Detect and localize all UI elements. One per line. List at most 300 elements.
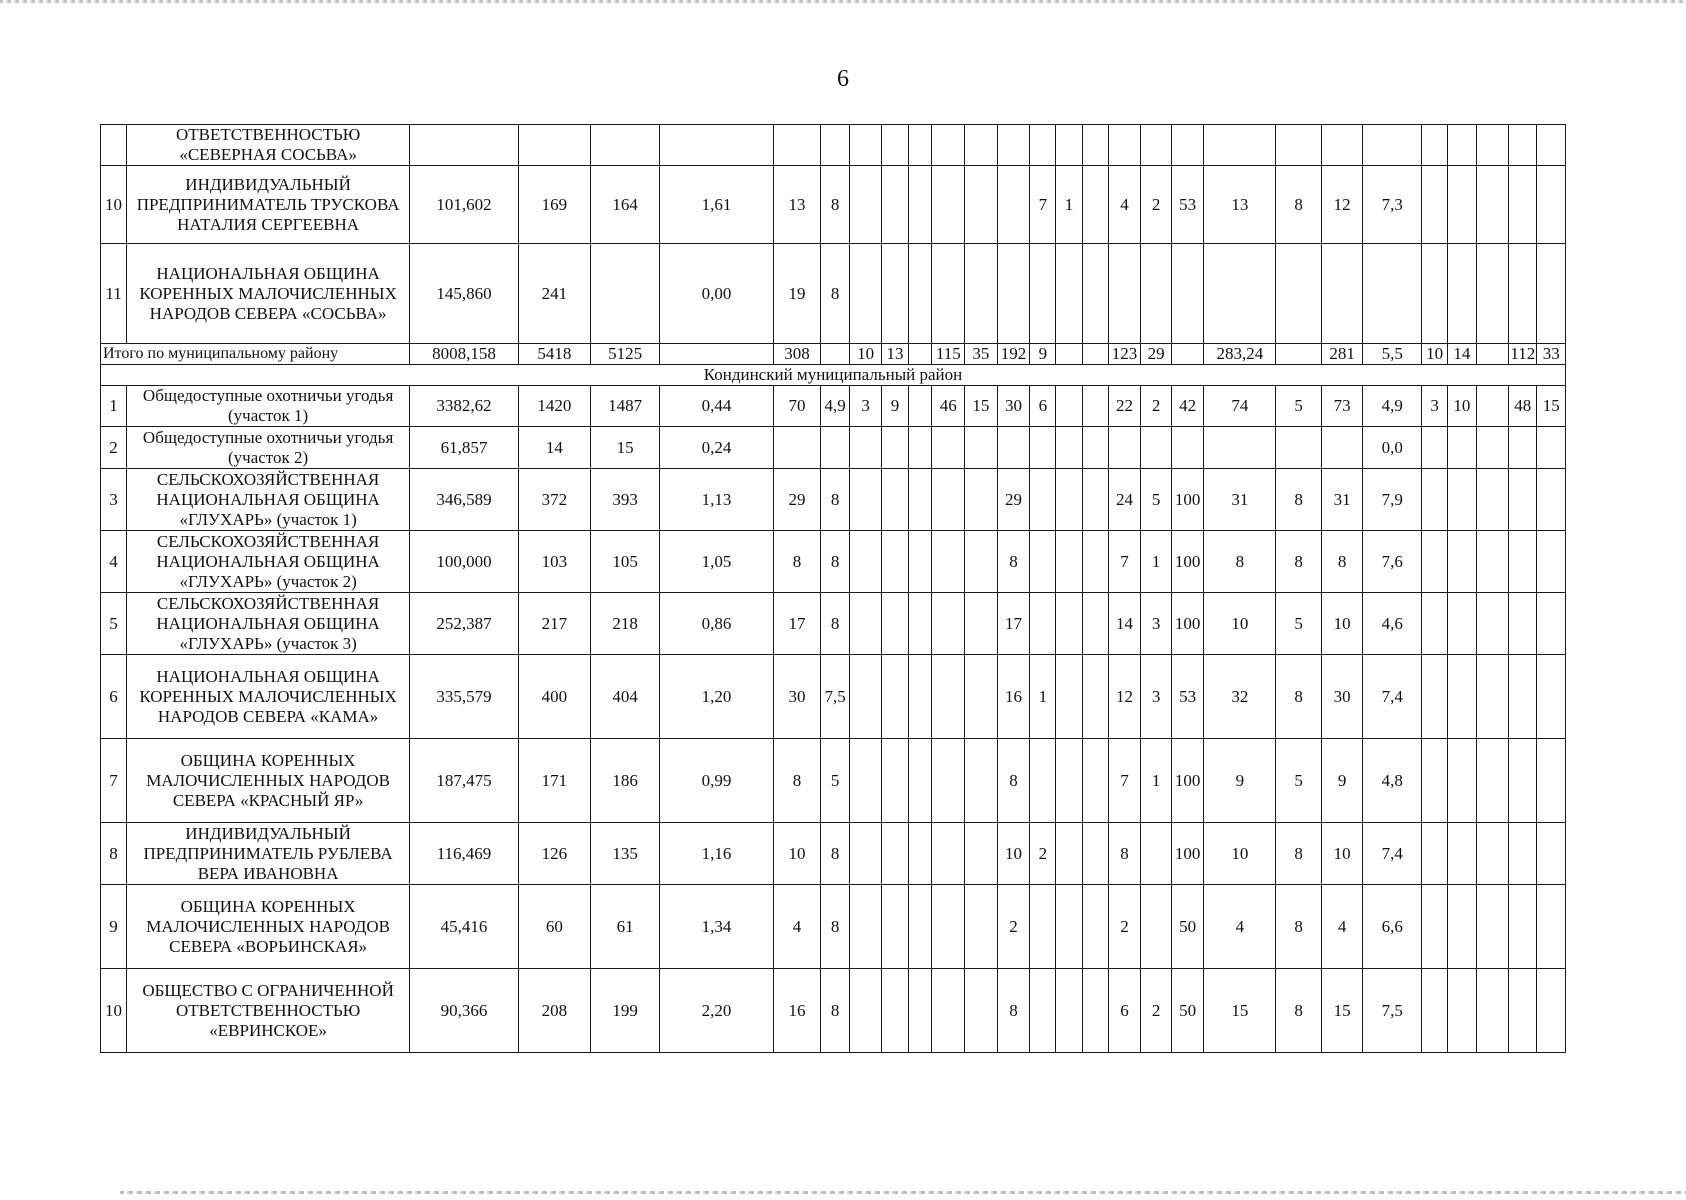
value-cell: 7: [1108, 739, 1141, 823]
value-cell: [849, 655, 882, 739]
value-cell: [1056, 885, 1082, 969]
org-name: ОБЩИНА КОРЕННЫХ МАЛОЧИСЛЕННЫХ НАРОДОВ СЕВЕРА «ВОРЬИНСКАЯ»: [127, 885, 410, 969]
value-cell: [882, 739, 908, 823]
value-cell: 17: [997, 593, 1030, 655]
value-cell: [1082, 244, 1108, 344]
total-value: 308: [773, 344, 821, 365]
value-cell: 61: [590, 885, 660, 969]
value-cell: [660, 125, 773, 166]
value-cell: 105: [590, 531, 660, 593]
table-row: [101, 125, 1566, 166]
value-cell: [932, 655, 965, 739]
row-number: 9: [101, 885, 127, 969]
value-cell: 1: [1056, 166, 1082, 244]
value-cell: [1476, 885, 1509, 969]
value-cell: [1476, 969, 1509, 1053]
value-cell: [908, 823, 932, 885]
value-cell: 8: [821, 244, 849, 344]
value-cell: [1056, 531, 1082, 593]
value-cell: 7,9: [1363, 469, 1422, 531]
value-cell: 7,5: [1363, 969, 1422, 1053]
value-cell: 29: [997, 469, 1030, 531]
value-cell: [1476, 655, 1509, 739]
value-cell: 2: [997, 885, 1030, 969]
value-cell: 4: [1204, 885, 1276, 969]
value-cell: [1056, 469, 1082, 531]
value-cell: [1509, 969, 1537, 1053]
value-cell: [1030, 739, 1056, 823]
value-cell: [1321, 244, 1362, 344]
value-cell: [965, 531, 998, 593]
total-label: Итого по муниципальному району: [101, 344, 410, 365]
table-row: [101, 469, 1566, 531]
value-cell: 2: [1141, 386, 1171, 427]
value-cell: [1509, 469, 1537, 531]
value-cell: [1422, 531, 1448, 593]
total-value: [1082, 344, 1108, 365]
value-cell: 7: [1030, 166, 1056, 244]
value-cell: [1476, 125, 1509, 166]
total-value: 29: [1141, 344, 1171, 365]
value-cell: 0,86: [660, 593, 773, 655]
value-cell: 15: [965, 386, 998, 427]
total-value: [1056, 344, 1082, 365]
value-cell: [908, 386, 932, 427]
row-number: 4: [101, 531, 127, 593]
value-cell: 100,000: [410, 531, 519, 593]
value-cell: 10: [1321, 823, 1362, 885]
value-cell: [882, 593, 908, 655]
row-number: [101, 125, 127, 166]
value-cell: [1422, 427, 1448, 469]
value-cell: [908, 593, 932, 655]
value-cell: [1082, 823, 1108, 885]
value-cell: 1,05: [660, 531, 773, 593]
value-cell: [1476, 244, 1509, 344]
value-cell: [1171, 427, 1204, 469]
row-number: 7: [101, 739, 127, 823]
value-cell: [1448, 885, 1476, 969]
value-cell: [997, 427, 1030, 469]
value-cell: 8: [773, 739, 821, 823]
value-cell: [1108, 125, 1141, 166]
value-cell: 5: [821, 739, 849, 823]
value-cell: 100: [1171, 823, 1204, 885]
value-cell: 10: [997, 823, 1030, 885]
value-cell: [1476, 166, 1509, 244]
value-cell: [1056, 244, 1082, 344]
value-cell: 135: [590, 823, 660, 885]
value-cell: [1204, 244, 1276, 344]
value-cell: 8: [821, 166, 849, 244]
value-cell: [1082, 739, 1108, 823]
value-cell: 8: [1276, 969, 1322, 1053]
value-cell: 4: [773, 885, 821, 969]
value-cell: [1276, 427, 1322, 469]
table-row: [101, 593, 1566, 655]
value-cell: 0,99: [660, 739, 773, 823]
table-row: [101, 427, 1566, 469]
value-cell: 2: [1030, 823, 1056, 885]
value-cell: [965, 739, 998, 823]
value-cell: 4,8: [1363, 739, 1422, 823]
value-cell: 10: [1204, 823, 1276, 885]
value-cell: [1509, 823, 1537, 885]
value-cell: [1030, 244, 1056, 344]
value-cell: [1448, 166, 1476, 244]
value-cell: [908, 166, 932, 244]
value-cell: [1476, 739, 1509, 823]
value-cell: [1448, 427, 1476, 469]
table-row: [101, 166, 1566, 244]
value-cell: 393: [590, 469, 660, 531]
value-cell: [882, 244, 908, 344]
value-cell: 2: [1141, 166, 1171, 244]
value-cell: [1082, 885, 1108, 969]
value-cell: 10: [773, 823, 821, 885]
value-cell: 9: [1321, 739, 1362, 823]
value-cell: [1448, 739, 1476, 823]
value-cell: 4: [1321, 885, 1362, 969]
value-cell: [1030, 969, 1056, 1053]
value-cell: 0,00: [660, 244, 773, 344]
value-cell: [1448, 593, 1476, 655]
table-row: [101, 386, 1566, 427]
value-cell: [965, 427, 998, 469]
value-cell: 4,9: [1363, 386, 1422, 427]
value-cell: [965, 593, 998, 655]
value-cell: 5: [1276, 739, 1322, 823]
value-cell: [1448, 823, 1476, 885]
value-cell: 346,589: [410, 469, 519, 531]
value-cell: [1204, 125, 1276, 166]
value-cell: 15: [590, 427, 660, 469]
value-cell: 15: [1537, 386, 1566, 427]
value-cell: [1509, 531, 1537, 593]
value-cell: [1448, 244, 1476, 344]
table-row: [101, 739, 1566, 823]
value-cell: [1056, 386, 1082, 427]
value-cell: [1141, 823, 1171, 885]
value-cell: 10: [1448, 386, 1476, 427]
org-name: НАЦИОНАЛЬНАЯ ОБЩИНА КОРЕННЫХ МАЛОЧИСЛЕННЫХ НАРОДОВ СЕВЕРА «КАМА»: [127, 655, 410, 739]
value-cell: [965, 969, 998, 1053]
value-cell: [932, 823, 965, 885]
org-name: ИНДИВИДУАЛЬНЫЙ ПРЕДПРИНИМАТЕЛЬ РУБЛЕВА ВЕРА ИВАНОВНА: [127, 823, 410, 885]
value-cell: [965, 469, 998, 531]
value-cell: 103: [518, 531, 590, 593]
value-cell: [908, 244, 932, 344]
org-name: ОБЩИНА КОРЕННЫХ МАЛОЧИСЛЕННЫХ НАРОДОВ СЕВЕРА «КРАСНЫЙ ЯР»: [127, 739, 410, 823]
value-cell: [849, 166, 882, 244]
total-value: 281: [1321, 344, 1362, 365]
value-cell: [932, 531, 965, 593]
value-cell: 8: [1276, 469, 1322, 531]
value-cell: 30: [773, 655, 821, 739]
value-cell: 1,34: [660, 885, 773, 969]
value-cell: 5: [1276, 593, 1322, 655]
value-cell: 0,44: [660, 386, 773, 427]
value-cell: 7,5: [821, 655, 849, 739]
value-cell: [1082, 469, 1108, 531]
value-cell: [882, 469, 908, 531]
row-number: 1: [101, 386, 127, 427]
value-cell: 5: [1141, 469, 1171, 531]
value-cell: 7,6: [1363, 531, 1422, 593]
value-cell: [1476, 427, 1509, 469]
value-cell: [1422, 969, 1448, 1053]
total-value: 14: [1448, 344, 1476, 365]
value-cell: [1509, 593, 1537, 655]
total-value: [1276, 344, 1322, 365]
value-cell: [932, 885, 965, 969]
value-cell: 1: [1030, 655, 1056, 739]
value-cell: [965, 244, 998, 344]
value-cell: [908, 531, 932, 593]
value-cell: [1476, 531, 1509, 593]
total-value: 10: [849, 344, 882, 365]
value-cell: 8: [1276, 166, 1322, 244]
total-value: 283,24: [1204, 344, 1276, 365]
value-cell: [932, 166, 965, 244]
value-cell: [932, 969, 965, 1053]
value-cell: [1509, 125, 1537, 166]
value-cell: [1448, 469, 1476, 531]
value-cell: [908, 655, 932, 739]
value-cell: 100: [1171, 593, 1204, 655]
value-cell: [908, 739, 932, 823]
value-cell: [1448, 969, 1476, 1053]
value-cell: [849, 427, 882, 469]
value-cell: [849, 244, 882, 344]
value-cell: [1509, 166, 1537, 244]
value-cell: 53: [1171, 166, 1204, 244]
total-value: 35: [965, 344, 998, 365]
value-cell: [1476, 823, 1509, 885]
total-value: [821, 344, 849, 365]
value-cell: [882, 823, 908, 885]
value-cell: 1,13: [660, 469, 773, 531]
value-cell: 7,3: [1363, 166, 1422, 244]
value-cell: 208: [518, 969, 590, 1053]
value-cell: 22: [1108, 386, 1141, 427]
value-cell: [849, 531, 882, 593]
value-cell: 50: [1171, 885, 1204, 969]
value-cell: 199: [590, 969, 660, 1053]
value-cell: 74: [1204, 386, 1276, 427]
value-cell: 100: [1171, 531, 1204, 593]
value-cell: [1509, 885, 1537, 969]
value-cell: 7,4: [1363, 655, 1422, 739]
value-cell: [1030, 469, 1056, 531]
value-cell: 53: [1171, 655, 1204, 739]
value-cell: [849, 823, 882, 885]
value-cell: 1487: [590, 386, 660, 427]
value-cell: 126: [518, 823, 590, 885]
district-header-row: [101, 365, 1566, 386]
value-cell: [773, 125, 821, 166]
value-cell: 17: [773, 593, 821, 655]
total-value: 123: [1108, 344, 1141, 365]
value-cell: [1476, 386, 1509, 427]
value-cell: [932, 469, 965, 531]
value-cell: 29: [773, 469, 821, 531]
value-cell: [1108, 427, 1141, 469]
value-cell: [1056, 427, 1082, 469]
value-cell: 171: [518, 739, 590, 823]
value-cell: 3: [849, 386, 882, 427]
value-cell: 2: [1108, 885, 1141, 969]
value-cell: [882, 427, 908, 469]
value-cell: [1171, 125, 1204, 166]
value-cell: 4,9: [821, 386, 849, 427]
value-cell: [1537, 823, 1566, 885]
value-cell: [882, 655, 908, 739]
value-cell: [965, 166, 998, 244]
value-cell: 73: [1321, 386, 1362, 427]
value-cell: 42: [1171, 386, 1204, 427]
value-cell: [1537, 166, 1566, 244]
value-cell: 2: [1141, 969, 1171, 1053]
total-value: 9: [1030, 344, 1056, 365]
value-cell: [908, 427, 932, 469]
value-cell: 3: [1141, 655, 1171, 739]
value-cell: [1476, 593, 1509, 655]
value-cell: 10: [1204, 593, 1276, 655]
org-name: СЕЛЬСКОХОЗЯЙСТВЕННАЯ НАЦИОНАЛЬНАЯ ОБЩИНА «ГЛУХАРЬ» (участок 1): [127, 469, 410, 531]
data-table: [100, 124, 1566, 1053]
value-cell: [1082, 593, 1108, 655]
row-number: 5: [101, 593, 127, 655]
value-cell: [1537, 593, 1566, 655]
value-cell: 400: [518, 655, 590, 739]
value-cell: [1422, 469, 1448, 531]
row-number: 11: [101, 244, 127, 344]
value-cell: 1,20: [660, 655, 773, 739]
value-cell: [590, 125, 660, 166]
value-cell: 0,24: [660, 427, 773, 469]
total-value: 5418: [518, 344, 590, 365]
total-row: [101, 344, 1566, 365]
value-cell: 9: [1204, 739, 1276, 823]
value-cell: [1448, 531, 1476, 593]
value-cell: [773, 427, 821, 469]
value-cell: [1030, 125, 1056, 166]
total-value: [1171, 344, 1204, 365]
value-cell: [1422, 655, 1448, 739]
value-cell: 7: [1108, 531, 1141, 593]
value-cell: 61,857: [410, 427, 519, 469]
value-cell: 1: [1141, 739, 1171, 823]
value-cell: 0,0: [1363, 427, 1422, 469]
value-cell: 2,20: [660, 969, 773, 1053]
value-cell: [1422, 244, 1448, 344]
org-name: ИНДИВИДУАЛЬНЫЙ ПРЕДПРИНИМАТЕЛЬ ТРУСКОВА НАТАЛИЯ СЕРГЕЕВНА: [127, 166, 410, 244]
value-cell: [1056, 125, 1082, 166]
value-cell: 1,16: [660, 823, 773, 885]
value-cell: 6: [1030, 386, 1056, 427]
value-cell: [965, 823, 998, 885]
value-cell: 8: [1276, 531, 1322, 593]
row-number: 10: [101, 166, 127, 244]
row-number: 8: [101, 823, 127, 885]
value-cell: 31: [1321, 469, 1362, 531]
value-cell: [882, 125, 908, 166]
value-cell: 16: [773, 969, 821, 1053]
value-cell: 31: [1204, 469, 1276, 531]
total-value: 112: [1510, 344, 1536, 363]
value-cell: [1363, 244, 1422, 344]
value-cell: [1422, 125, 1448, 166]
value-cell: 335,579: [410, 655, 519, 739]
value-cell: 15: [1204, 969, 1276, 1053]
value-cell: 48: [1509, 386, 1537, 427]
total-value: 10: [1422, 344, 1448, 365]
table-row: [101, 969, 1566, 1053]
value-cell: [1422, 166, 1448, 244]
value-cell: 13: [773, 166, 821, 244]
org-name: Общедоступные охотничьи угодья (участок 1): [127, 386, 410, 427]
org-name: Общедоступные охотничьи угодья (участок 2): [127, 427, 410, 469]
value-cell: 8: [821, 593, 849, 655]
value-cell: [997, 125, 1030, 166]
value-cell: 145,860: [410, 244, 519, 344]
value-cell: 100: [1171, 739, 1204, 823]
value-cell: [1509, 427, 1537, 469]
org-name: НАЦИОНАЛЬНАЯ ОБЩИНА КОРЕННЫХ МАЛОЧИСЛЕННЫХ НАРОДОВ СЕВЕРА «СОСЬВА»: [127, 244, 410, 344]
value-cell: [932, 427, 965, 469]
value-cell: 8: [821, 531, 849, 593]
value-cell: [1537, 427, 1566, 469]
value-cell: 4,6: [1363, 593, 1422, 655]
value-cell: [965, 885, 998, 969]
value-cell: 14: [1108, 593, 1141, 655]
value-cell: [1537, 739, 1566, 823]
value-cell: 8: [997, 739, 1030, 823]
value-cell: [1030, 885, 1056, 969]
value-cell: [1056, 655, 1082, 739]
value-cell: 8: [997, 531, 1030, 593]
value-cell: [1082, 655, 1108, 739]
org-name: ОБЩЕСТВО С ОГРАНИЧЕННОЙ ОТВЕТСТВЕННОСТЬЮ «ЕВРИНСКОЕ»: [127, 969, 410, 1053]
value-cell: [882, 166, 908, 244]
value-cell: [1082, 531, 1108, 593]
value-cell: 6: [1108, 969, 1141, 1053]
value-cell: 15: [1321, 969, 1362, 1053]
total-value: 5,5: [1363, 344, 1422, 365]
value-cell: [1448, 655, 1476, 739]
value-cell: [1056, 739, 1082, 823]
value-cell: 8: [1276, 655, 1322, 739]
value-cell: 241: [518, 244, 590, 344]
table-row: [101, 885, 1566, 969]
value-cell: [908, 469, 932, 531]
value-cell: [1448, 125, 1476, 166]
total-value: [660, 344, 773, 365]
value-cell: 372: [518, 469, 590, 531]
value-cell: [1141, 125, 1171, 166]
value-cell: 8: [821, 469, 849, 531]
value-cell: [1537, 125, 1566, 166]
total-value: [908, 344, 932, 365]
value-cell: 187,475: [410, 739, 519, 823]
value-cell: 8: [997, 969, 1030, 1053]
value-cell: 12: [1108, 655, 1141, 739]
value-cell: 32: [1204, 655, 1276, 739]
value-cell: [1141, 885, 1171, 969]
value-cell: [882, 531, 908, 593]
value-cell: 8: [1276, 823, 1322, 885]
